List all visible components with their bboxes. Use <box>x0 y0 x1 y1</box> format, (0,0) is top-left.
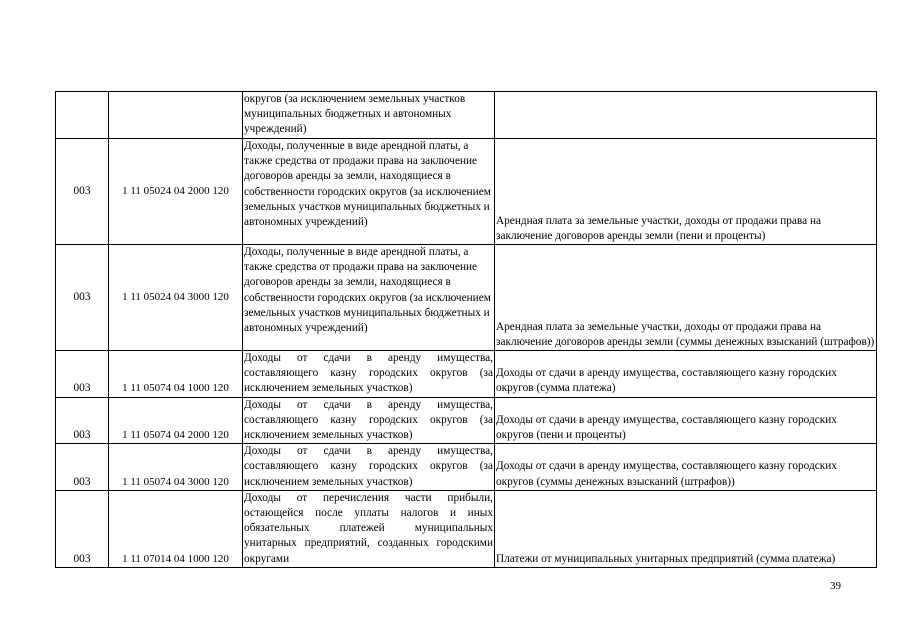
revenue-name-cell: Доходы от сдачи в аренду имущества, составляющего казну городских округов (за исключением земельных участков) <box>243 444 495 491</box>
table-row <box>56 490 877 567</box>
description-cell <box>495 92 877 139</box>
table-row <box>56 245 877 351</box>
admin-code-cell <box>56 92 109 139</box>
revenue-code-cell: 1 11 05024 04 3000 120 <box>109 245 243 351</box>
admin-code-cell: 003 <box>56 397 109 444</box>
revenue-name-cell: Доходы от перечисления части прибыли, остающейся после уплаты налогов и иных обязательных платежей муниципальных унитарных предприятий, созданных городскими округами <box>243 490 495 567</box>
revenue-code-cell: 1 11 05074 04 3000 120 <box>109 444 243 491</box>
revenue-name-cell: Доходы от сдачи в аренду имущества, составляющего казну городских округов (за исключением земельных участков) <box>243 397 495 444</box>
admin-code-cell: 003 <box>56 444 109 491</box>
description-cell: Доходы от сдачи в аренду имущества, составляющего казну городских округов (суммы денежных взысканий (штрафов)) <box>495 444 877 491</box>
page-number: 39 <box>830 580 841 592</box>
revenue-table <box>55 91 877 568</box>
table-row <box>56 397 877 444</box>
description-cell: Доходы от сдачи в аренду имущества, составляющего казну городских округов (пени и проценты) <box>495 397 877 444</box>
description-cell: Платежи от муниципальных унитарных предприятий (сумма платежа) <box>495 490 877 567</box>
revenue-name-cell: Доходы от сдачи в аренду имущества, составляющего казну городских округов (за исключением земельных участков) <box>243 351 495 398</box>
revenue-code-cell: 1 11 05074 04 1000 120 <box>109 351 243 398</box>
table-row <box>56 351 877 398</box>
revenue-name-cell: Доходы, полученные в виде арендной платы, а также средства от продажи права на заключение договоров аренды за земли, находящиеся в собственности городских округов (за исключением земельных участков муниципальных бюджетных и автономных учреждений) <box>243 245 495 351</box>
admin-code-cell: 003 <box>56 351 109 398</box>
admin-code-cell: 003 <box>56 245 109 351</box>
revenue-code-cell: 1 11 07014 04 1000 120 <box>109 490 243 567</box>
revenue-code-cell: 1 11 05074 04 2000 120 <box>109 397 243 444</box>
revenue-name-cell: Доходы, полученные в виде арендной платы, а также средства от продажи права на заключение договоров аренды за земли, находящиеся в собственности городских округов (за исключением земельных участков муниципальных бюджетных и автономных учреждений) <box>243 139 495 245</box>
description-cell: Арендная плата за земельные участки, доходы от продажи права на заключение договоров аренды земли (суммы денежных взысканий (штрафов)) <box>495 245 877 351</box>
description-cell: Доходы от сдачи в аренду имущества, составляющего казну городских округов (сумма платежа) <box>495 351 877 398</box>
description-cell: Арендная плата за земельные участки, доходы от продажи права на заключение договоров аренды земли (пени и проценты) <box>495 139 877 245</box>
revenue-name-cell: округов (за исключением земельных участков муниципальных бюджетных и автономных учреждений) <box>243 92 495 139</box>
admin-code-cell: 003 <box>56 490 109 567</box>
admin-code-cell: 003 <box>56 139 109 245</box>
table-row <box>56 92 877 139</box>
revenue-code-cell: 1 11 05024 04 2000 120 <box>109 139 243 245</box>
revenue-code-cell <box>109 92 243 139</box>
table-row <box>56 139 877 245</box>
table-row <box>56 444 877 491</box>
